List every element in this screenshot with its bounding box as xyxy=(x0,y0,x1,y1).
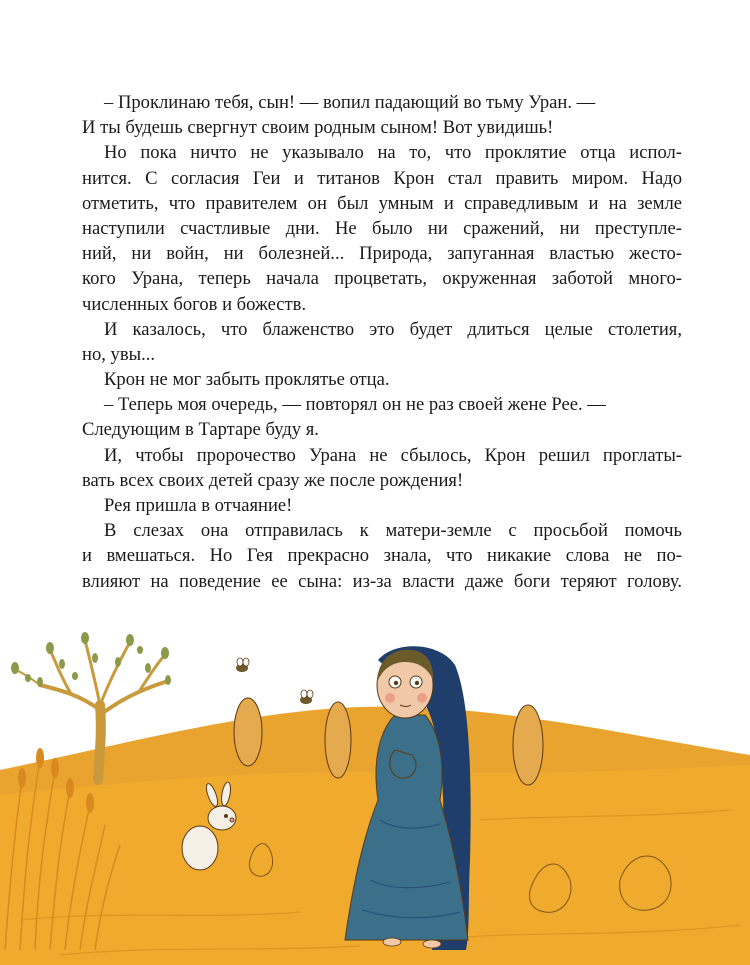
text-line: отметить, что правителем он был умным и справедливым и на земле xyxy=(82,192,682,214)
bees xyxy=(236,658,313,704)
text-line: численных богов и божеств. xyxy=(82,293,307,315)
text-line: нится. С согласия Геи и титанов Крон стал править миром. Надо xyxy=(82,167,682,189)
text-line: В слезах она отправилась к матери-земле с просьбой помочь xyxy=(104,520,682,542)
text-line: кого Урана, теперь начала процветать, окруженная заботой много- xyxy=(82,268,682,290)
text-line: И ты будешь свергнут своим родным сыном! Вот увидишь! xyxy=(82,117,554,139)
text-line: но, увы... xyxy=(82,343,156,365)
illustration xyxy=(0,620,750,965)
text-line: И, чтобы пророчество Урана не сбылось, Крон решил проглаты- xyxy=(104,444,682,466)
text-line: вать всех своих детей сразу же после рождения! xyxy=(82,469,464,491)
text-line: – Проклинаю тебя, сын! — вопил падающий во тьму Уран. — xyxy=(104,92,596,113)
text-line: и вмешаться. Но Гея прекрасно знала, что никакие слова не по- xyxy=(82,545,682,567)
text-line: Но пока ничто не указывало на то, что проклятие отца испол- xyxy=(104,142,682,164)
text-line: Следующим в Тартаре буду я. xyxy=(82,419,319,441)
story-text xyxy=(82,90,682,594)
text-line: Рея пришла в отчаяние! xyxy=(104,495,293,516)
text-line: влияют на поведение ее сына: из-за власти даже боги теряют голову. xyxy=(82,570,682,592)
text-line: – Теперь моя очередь, — повторял он не раз своей жене Рее. — xyxy=(104,394,606,416)
text-line: наступили счастливые дни. Не было ни сражений, ни преступле- xyxy=(82,217,682,239)
text-line: И казалось, что блаженство это будет длиться целые столетия, xyxy=(104,318,682,340)
text-line: ний, ни войн, ни болезней... Природа, запуганная властью жесто- xyxy=(82,243,682,265)
text-line: Крон не мог забыть проклятье отца. xyxy=(104,369,390,391)
